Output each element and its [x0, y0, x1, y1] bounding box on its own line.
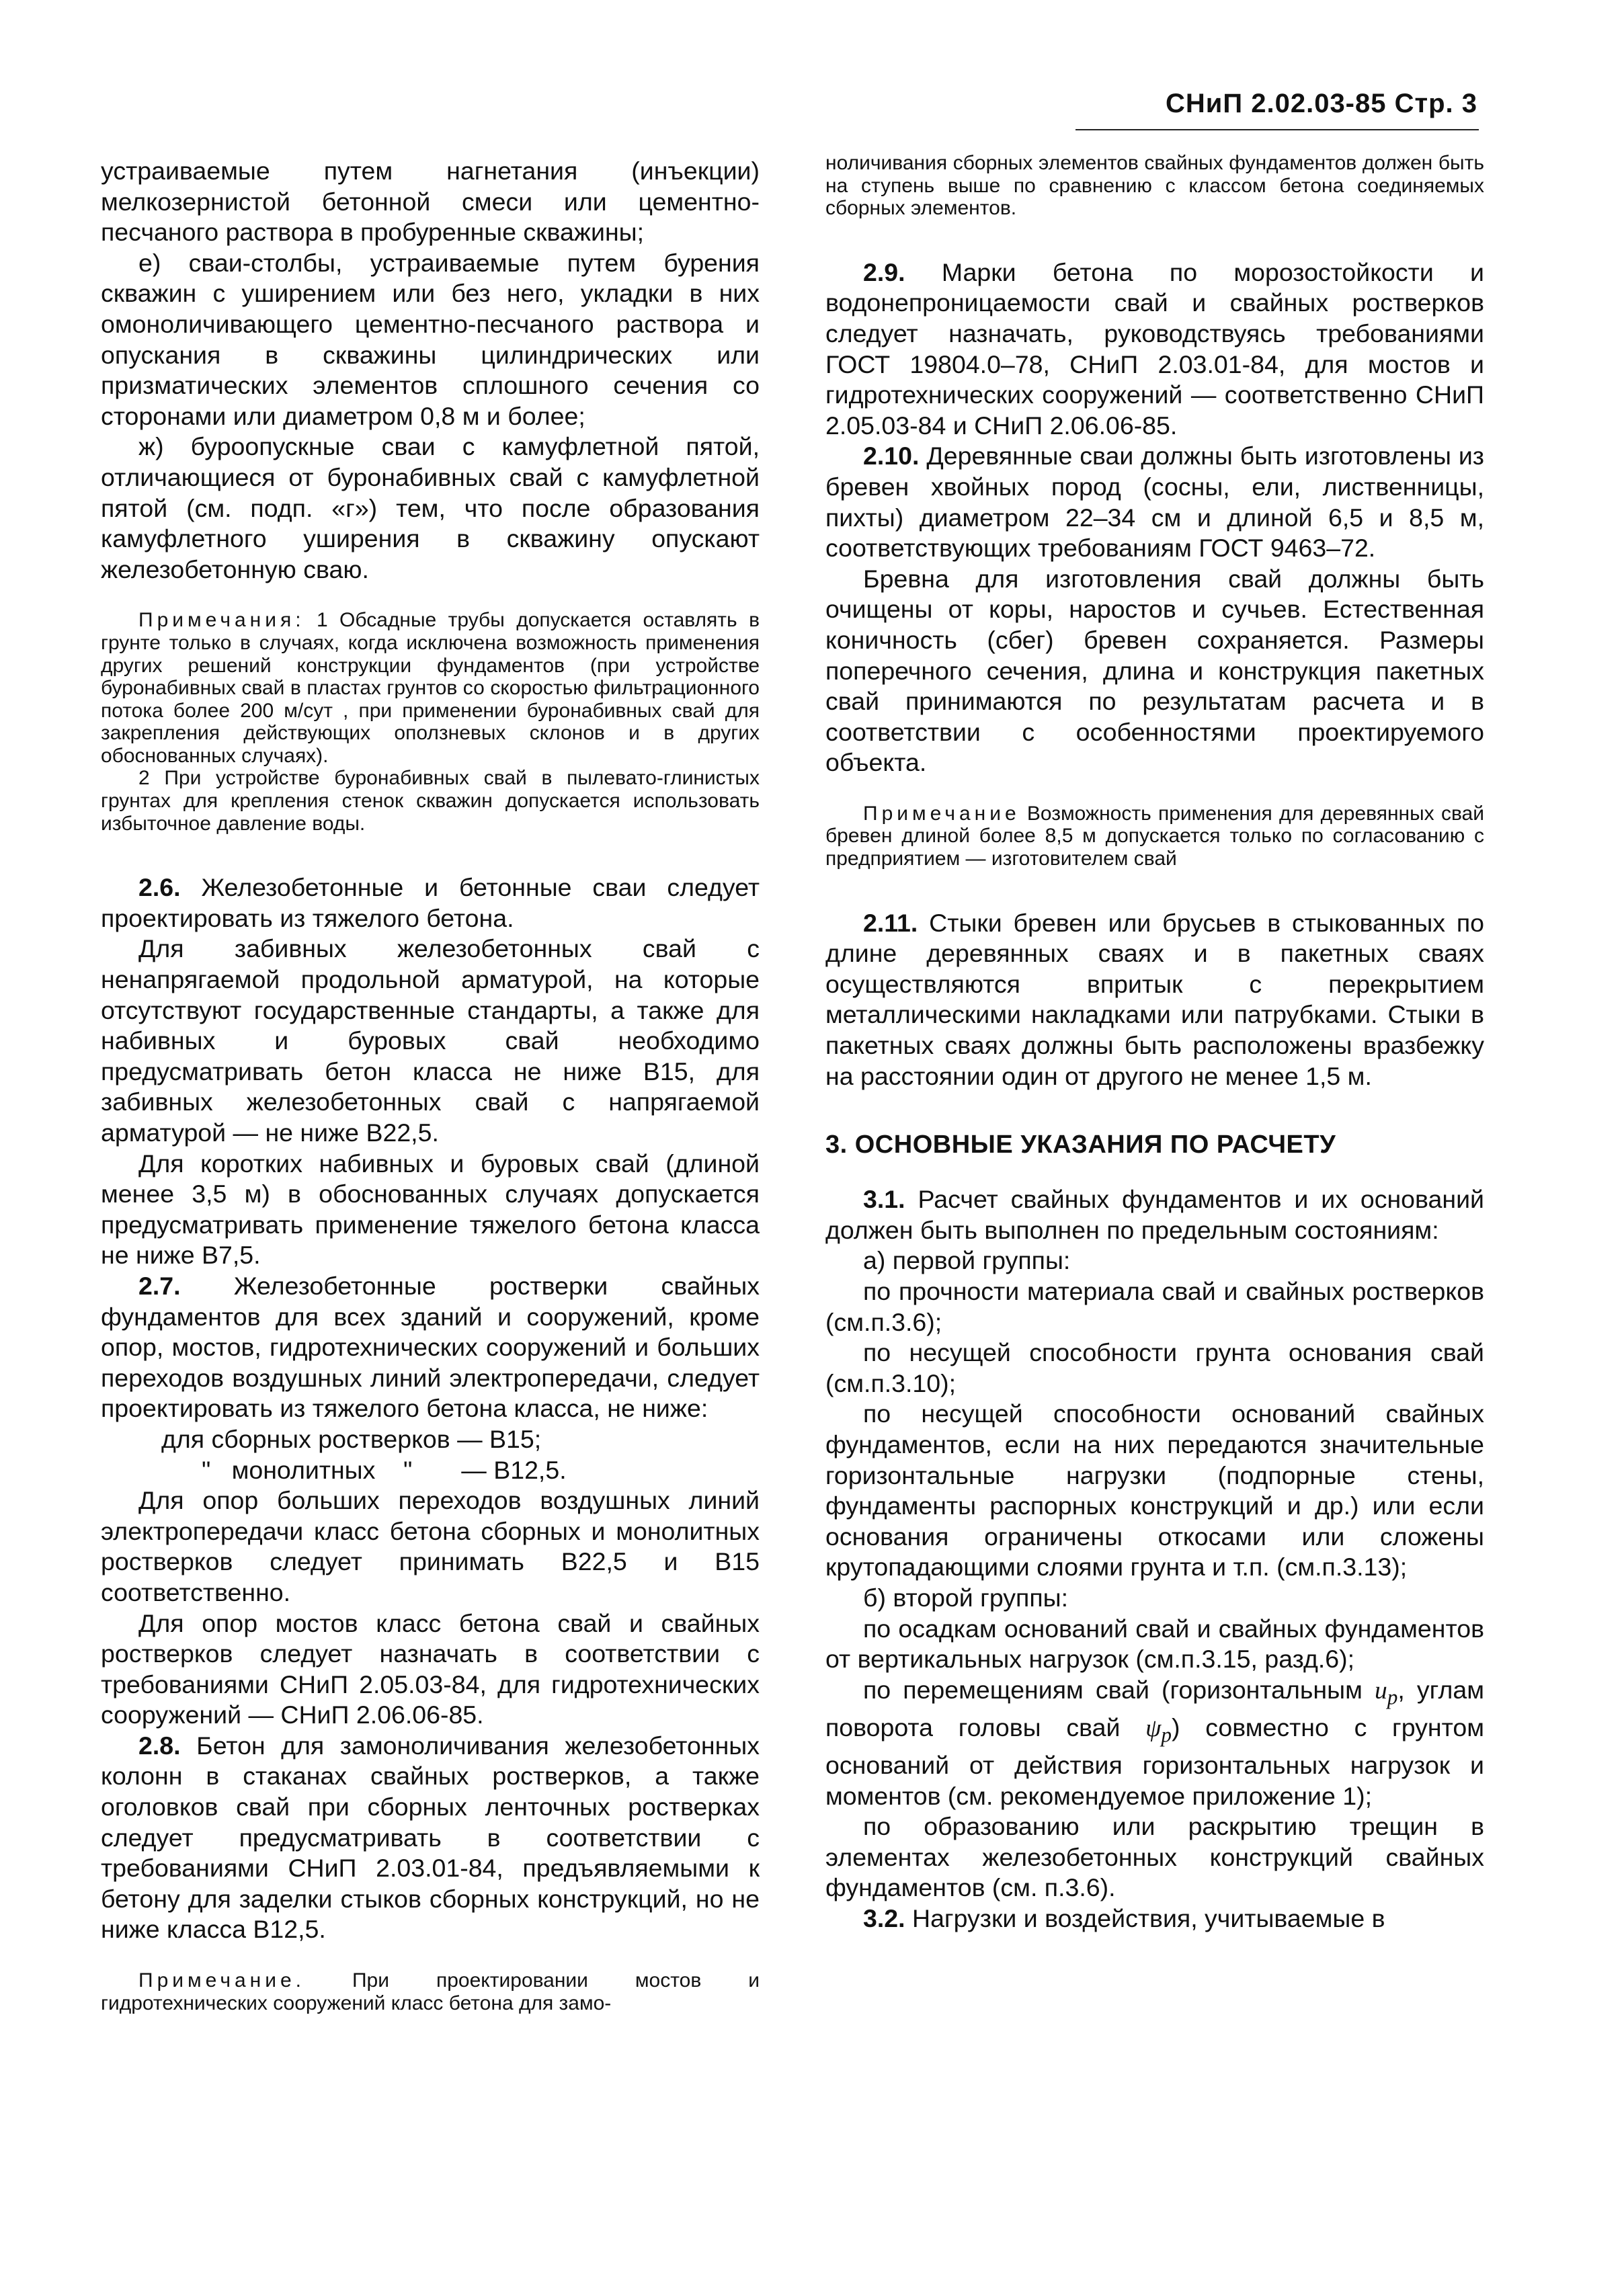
- clause-number: 2.11.: [863, 908, 918, 937]
- clause-number: 2.7.: [138, 1271, 181, 1300]
- clause-2-10: [825, 441, 1484, 563]
- group-a-item-1: по прочности материала свай и свайных ростверков (см.п.3.6);: [825, 1277, 1484, 1336]
- note-4: [825, 803, 1484, 870]
- symbol-psi: ψ: [1145, 1714, 1162, 1742]
- group-b-item-2: по перемещениям свай (горизонтальным $u_p$, углам поворота головы свай $\psi_p$) совместно с грунтом оснований от действия горизонтальных нагрузок и моментов (см. рекомендуемое приложение 1);: [825, 1675, 1484, 1810]
- section-title: 3. ОСНОВНЫЕ УКАЗАНИЯ ПО РАСЧЕТУ: [825, 1131, 1336, 1159]
- clause-2-8: [101, 1731, 760, 1945]
- clause-2-10-p2: Бревна для изготовления свай должны быть очищены от коры, наростов и сучьев. Естественная коничность (сбег) бревен сохраняется. Размеры поперечного сечения, длина и конструкция пакетных свай принимаются по результатам расчета и в соответствии с особенностями проектируемого объекта.: [825, 564, 1484, 777]
- clause-2-7: [101, 1271, 760, 1424]
- note-label: Примечание.: [138, 1969, 305, 1992]
- page-header: СНиП 2.02.03-85 Стр. 3: [1166, 89, 1477, 118]
- group-a-item-3: по несущей способности оснований свайных фундаментов, если на них передаются значительные горизонтальные нагрузки (подпорные стены, фундаменты распорных конструкций и др.) или если основания ограничены откосами или сложены крутопадающими слоями грунта и т.п. (см.п.3.13);: [825, 1399, 1484, 1582]
- clause-number: 2.8.: [138, 1731, 181, 1760]
- note-label: Примечания:: [138, 609, 305, 632]
- clause-number: 2.6.: [138, 873, 181, 902]
- group-b-item-1: по осадкам оснований свай и свайных фундаментов от вертикальных нагрузок (см.п.3.15, разд.6);: [825, 1614, 1484, 1674]
- item-zh: ж) буроопускные сваи с камуфлетной пятой, отличающиеся от буронабивных свай с камуфлетной пятой (см. подп. «г») тем, что после образования камуфлетного уширения в скважину опускают железобетонную сваю.: [101, 432, 760, 583]
- clause-2-11: [825, 908, 1484, 1092]
- left-column: [101, 156, 760, 2014]
- group-a-item-2: по несущей способности грунта основания свай (см.п.3.10);: [825, 1338, 1484, 1397]
- note-text: 1 Обсадные трубы допускается оставлять в грунте только в случаях, когда исключена возможность применения других решений конструкции фундаментов (при устройстве буронабивных свай в пластах грунтов со скоростью фильтрационного потока более 200 м/сут , при применении буронабивных свай для закрепления действующих оползневых склонов и в других обоснованных случаях).: [101, 609, 760, 767]
- list-item: для сборных ростверков — В15;: [161, 1424, 542, 1453]
- clause-2-7-p3: Для опор мостов класс бетона свай и свайных ростверков следует назначать в соответствии с требованиями СНиП 2.05.03-84, для гидротехнических сооружений — СНиП 2.06.06-85.: [101, 1608, 760, 1729]
- clause-3-1: [825, 1184, 1484, 1245]
- note-3-continuation: ноличивания сборных элементов свайных фундаментов должен быть на ступень выше по сравнению с классом бетона соединяемых сборных элементов.: [825, 152, 1484, 220]
- note-2: 2 При устройстве буронабивных свай в пылевато-глинистых грунтах для крепления стенок скважин допускается использовать избыточное давление воды.: [101, 767, 760, 835]
- clause-3-2: [825, 1903, 1484, 1934]
- group-b: б) второй группы:: [863, 1583, 1069, 1612]
- note-text: При проектировании мостов и гидротехнических сооружений класс бетона для замо-: [101, 1969, 760, 2014]
- paragraph-continuation: устраиваемые путем нагнетания (инъекции) мелкозернистой бетонной смеси или цементно-песчаного раствора в пробуренные скважины;: [101, 157, 760, 247]
- clause-number: 2.10.: [863, 442, 920, 470]
- group-a: а) первой группы:: [863, 1246, 1071, 1275]
- header-divider: [1075, 129, 1479, 130]
- clause-number: 3.1.: [863, 1185, 905, 1214]
- clause-text: Расчет свайных фундаментов и их оснований должен быть выполнен по предельным состояниям:: [825, 1185, 1484, 1244]
- note-text: Возможность применения для деревянных свай бревен длиной более 8,5 м допускается только по согласованию с предприятием — изготовителем свай: [825, 802, 1484, 870]
- clause-text: Нагрузки и воздействия, учитываемые в: [905, 1903, 1385, 1932]
- symbol-u: u: [1374, 1676, 1387, 1705]
- group-b-item-3: по образованию или раскрытию трещин в элементах железобетонных конструкций свайных фундаментов (см. п.3.6).: [825, 1812, 1484, 1902]
- clause-2-6: [101, 872, 760, 934]
- clause-text: Стыки бревен или брусьев в стыкованных по длине деревянных сваях и в пакетных сваях осуществляются впритык с перекрытием металлическими накладками или патрубками. Стыки в пакетных сваях должны быть расположены вразбежку на расстоянии один от другого не менее 1,5 м.: [825, 908, 1484, 1090]
- note-label: Примечание: [863, 802, 1020, 825]
- clause-text: Железобетонные ростверки свайных фундаментов для всех зданий и сооружений, кроме опор, мостов, гидротехнических сооружений и больших переходов воздушных линий электропередачи, следует проектировать из тяжелого бетона класса, не ниже:: [101, 1271, 760, 1423]
- clause-number: 3.2.: [863, 1903, 905, 1932]
- clause-2-6-p2: Для забивных железобетонных свай с ненапрягаемой продольной арматурой, на которые отсутствуют государственные стандарты, а также для набивных и буровых свай необходимо предусматривать бетон класса не ниже В15, для забивных железобетонных свай с напрягаемой арматурой — не ниже В22,5.: [101, 934, 760, 1147]
- clause-text: Деревянные сваи должны быть изготовлены из бревен хвойных пород (сосны, ели, лиственницы, пихты) диаметром 22–34 см и длиной 6,5 и 8,5 м, соответствующих требованиям ГОСТ 9463–72.: [825, 442, 1484, 563]
- clause-2-6-p3: Для коротких набивных и буровых свай (длиной менее 3,5 м) в обоснованных случаях допускается предусматривать применение тяжелого бетона класса не ниже В7,5.: [101, 1149, 760, 1270]
- clause-2-7-p2: Для опор больших переходов воздушных линий электропередачи класс бетона сборных и монолитных ростверков следует принимать В22,5 и В15 соответственно.: [101, 1486, 760, 1606]
- list-item: " монолитных " — В12,5.: [202, 1455, 567, 1484]
- clause-text: Бетон для замоноличивания железобетонных колонн в стаканах свайных ростверков, а также оголовков свай при сборных ленточных ростверках следует предусматривать в соответствии с требованиями СНиП 2.03.01-84, предъявляемыми к бетону для заделки стыков сборных конструкций, но не ниже класса В12,5.: [101, 1731, 760, 1944]
- clause-text: Железобетонные и бетонные сваи следует проектировать из тяжелого бетона.: [101, 873, 760, 932]
- item-e: е) сваи-столбы, устраиваемые путем бурения скважин с уширением или без него, укладки в них омоноличивающего цементно-песчаного раствора и опускания в скважины цилиндрических или призматических элементов сплошного сечения со сторонами или диаметром 0,8 м и более;: [101, 248, 760, 430]
- note-1: [101, 609, 760, 767]
- note-3: [101, 1969, 760, 2014]
- right-column: [825, 152, 1484, 1934]
- clause-text: Марки бетона по морозостойкости и водонепроницаемости свай и свайных ростверков следует назначать, руководствуясь требованиями ГОСТ 19804.0–78, СНиП 2.03.01-84, для мостов и гидротехнических сооружений — соответственно СНиП 2.05.03-84 и СНиП 2.06.06-85.: [825, 257, 1484, 440]
- clause-number: 2.9.: [863, 257, 905, 286]
- clause-2-9: [825, 257, 1484, 442]
